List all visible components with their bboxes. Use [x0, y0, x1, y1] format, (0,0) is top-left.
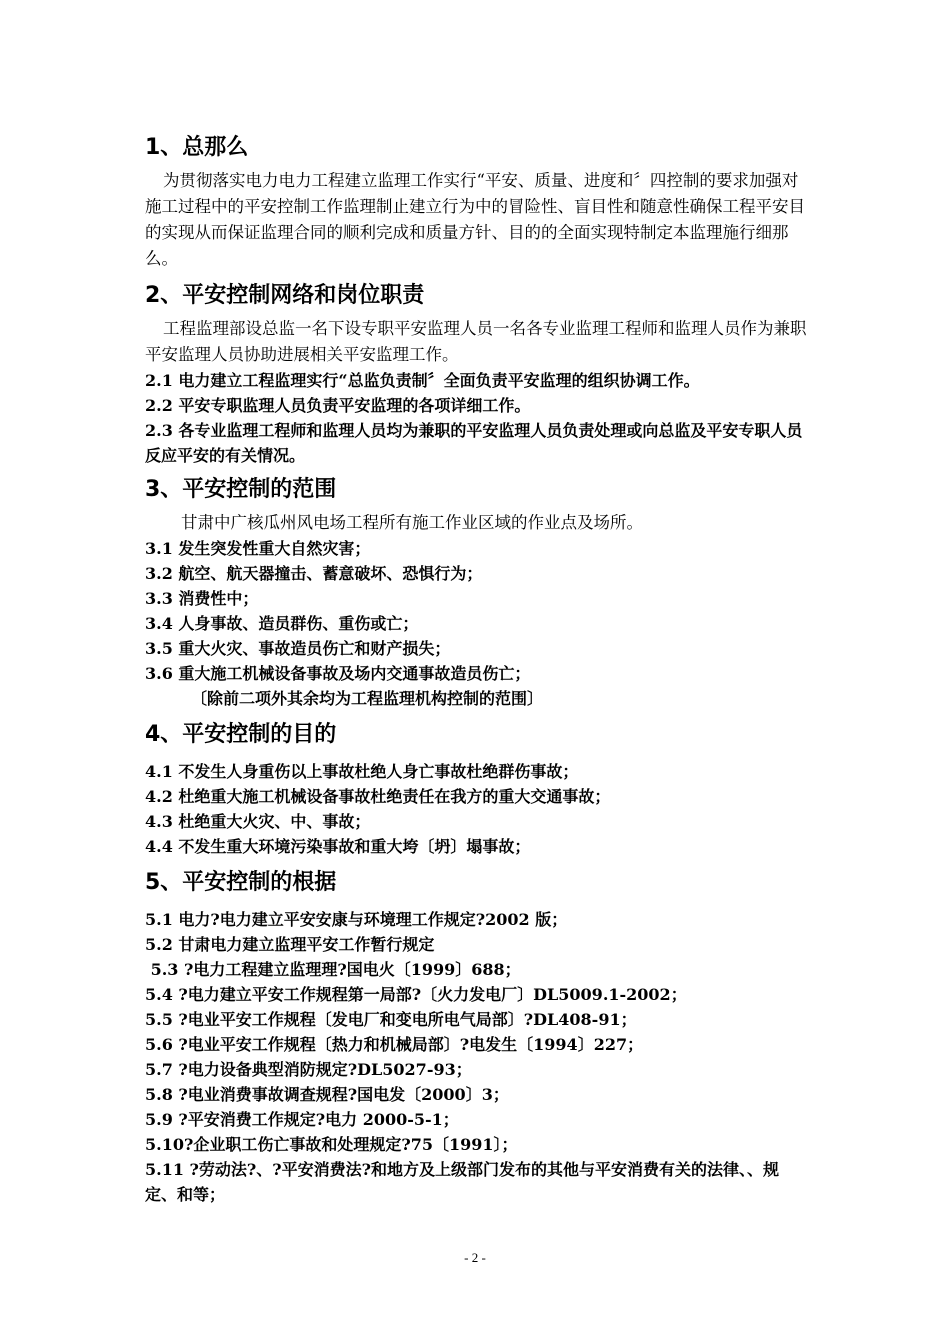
- list-item: 3.4 人身事故、造员群伤、重伤或亡；: [145, 614, 419, 633]
- section-heading-5: 5、平安控制的根据: [145, 870, 337, 895]
- section-3-note: 〔除前二项外其余均为工程监理机构控制的范围〕: [191, 689, 544, 708]
- page-number: - 2 -: [464, 1250, 486, 1265]
- section-heading-3: 3、平安控制的范围: [145, 477, 337, 502]
- section-heading-2: 2、平安控制网络和岗位职责: [145, 283, 425, 308]
- section-1-paragraph: 为贯彻落实电力电力工程建立监理工作实行“平安、质量、进度和〞四控制的要求加强对施工过程中的平安控制工作监理制止建立行为中的冒险性、盲目性和随意性确保工程平安目的实现从而保证监理合同的顺利完成和质量方针、目的的全面实现特制定本监理施行细那么。: [145, 171, 805, 268]
- list-item: 3.5 重大火灾、事故造员伤亡和财产损失；: [145, 639, 451, 658]
- list-item: 5.6 ?电业平安工作规程〔热力和机械局部〕?电发生〔1994〕227；: [145, 1035, 644, 1054]
- section-2-paragraph: 工程监理部设总监一名下设专职平安监理人员一名各专业监理工程师和监理人员作为兼职平安监理人员协助进展相关平安监理工作。: [145, 319, 807, 364]
- list-item: 4.2 杜绝重大施工机械设备事故杜绝责任在我方的重大交通事故；: [145, 787, 611, 806]
- list-item: 4.3 杜绝重大火灾、中、事故；: [145, 812, 371, 831]
- section-heading-1: 1、总那么: [145, 135, 249, 160]
- list-item: 5.4 ?电力建立平安工作规程第一局部?〔火力发电厂〕DL5009.1-2002；: [145, 985, 687, 1004]
- list-item: 3.1 发生突发性重大自然灾害；: [145, 539, 371, 558]
- list-item: 5.8 ?电业消费事故调查规程?国电发〔2000〕3；: [145, 1085, 509, 1104]
- list-item: 5.3 ?电力工程建立监理理?国电火〔1999〕688；: [145, 960, 521, 979]
- list-item: 5.5 ?电业平安工作规程〔发电厂和变电所电气局部〕?DL408-91；: [145, 1010, 637, 1029]
- list-item: 5.2 甘肃电力建立监理平安工作暂行规定: [145, 935, 435, 954]
- list-item: 4.1 不发生人身重伤以上事故杜绝人身亡事故杜绝群伤事故；: [145, 762, 579, 781]
- list-item: 5.9 ?平安消费工作规定?电力 2000-5-1；: [145, 1110, 459, 1129]
- section-3-paragraph: 甘肃中广核瓜州风电场工程所有施工作业区域的作业点及场所。: [181, 513, 643, 532]
- document-page: [145, 128, 810, 1207]
- list-item: 2.3 各专业监理工程师和监理人员均为兼职的平安监理人员负责处理或向总监及平安专职人员反应平安的有关情况。: [145, 421, 803, 465]
- list-item: 3.2 航空、航天器撞击、蓄意破坏、恐惧行为；: [145, 564, 483, 583]
- list-item: 5.1 电力?电力建立平安安康与环境理工作规定?2002 版；: [145, 910, 568, 929]
- list-item: 2.1 电力建立工程监理实行“总监负责制〞全面负责平安监理的组织协调工作。: [145, 371, 700, 390]
- section-heading-4: 4、平安控制的目的: [145, 722, 337, 747]
- list-item: 5.10?企业职工伤亡事故和处理规定?75〔1991〕；: [145, 1135, 518, 1154]
- list-item: 3.3 消费性中；: [145, 589, 259, 608]
- list-item: 5.7 ?电力设备典型消防规定?DL5027-93；: [145, 1060, 472, 1079]
- list-item: 4.4 不发生重大环境污染事故和重大垮〔坍〕塌事故；: [145, 837, 531, 856]
- list-item: 3.6 重大施工机械设备事故及场内交通事故造员伤亡；: [145, 664, 531, 683]
- list-item: 5.11 ?劳动法?、?平安消费法?和地方及上级部门发布的其他与平安消费有关的法律、、规定、和等；: [145, 1160, 780, 1204]
- list-item: 2.2 平安专职监理人员负责平安监理的各项详细工作。: [145, 396, 531, 415]
